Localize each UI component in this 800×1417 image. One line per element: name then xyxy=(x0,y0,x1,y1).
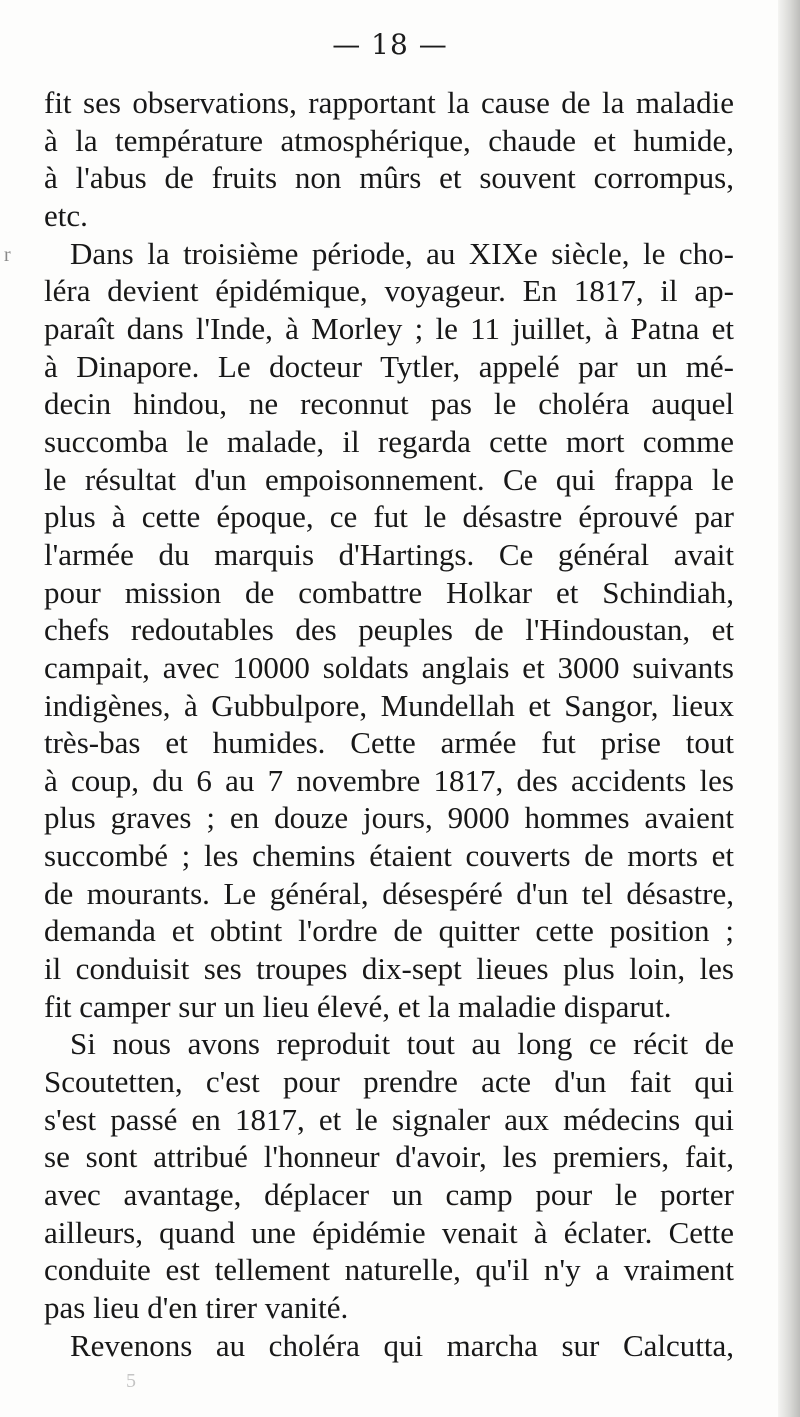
text-line: à l'abus de fruits non mûrs et souvent corrompus, xyxy=(44,160,734,196)
text-line: succombé ; les chemins étaient couverts de morts et xyxy=(44,838,734,874)
margin-mark: r xyxy=(4,244,11,266)
text-line: paraît dans l'Inde, à Morley ; le 11 juillet, à Patna et xyxy=(44,310,734,346)
text-line: à la température atmosphérique, chaude et humide, xyxy=(44,122,734,158)
page-edge-shadow xyxy=(778,0,800,1417)
text-line: à Dinapore. Le docteur Tytler, appelé par un mé- xyxy=(44,348,734,384)
text-line: plus à cette époque, ce fut le désastre éprouvé par xyxy=(44,499,734,535)
text-line: très-bas et humides. Cette armée fut prise tout xyxy=(44,725,734,761)
text-line: s'est passé en 1817, et le signaler aux médecins qui xyxy=(44,1101,734,1137)
bleed-through-mark: 5 xyxy=(126,1370,136,1392)
text-line: à coup, du 6 au 7 novembre 1817, des accidents les xyxy=(44,762,734,798)
text-line: ailleurs, quand une épidémie venait à éclater. Cette xyxy=(44,1214,734,1250)
text-line: pas lieu d'en tirer vanité. xyxy=(44,1290,349,1325)
text-line: campait, avec 10000 soldats anglais et 3000 suivants xyxy=(44,649,734,685)
text-line: le résultat d'un empoisonnement. Ce qui frappa le xyxy=(44,461,734,497)
text-line: léra devient épidémique, voyageur. En 1817, il ap- xyxy=(44,273,734,309)
text-line: plus graves ; en douze jours, 9000 hommes avaient xyxy=(44,800,734,836)
text-line: de mourants. Le général, désespéré d'un tel désastre, xyxy=(44,875,734,911)
paragraph-start-line: Revenons au choléra qui marcha sur Calcutta, xyxy=(70,1327,734,1363)
text-line: etc. xyxy=(44,197,88,233)
text-line: chefs redoutables des peuples de l'Hindoustan, et xyxy=(44,612,734,648)
text-line: Scoutetten, c'est pour prendre acte d'un fait qui xyxy=(44,1064,734,1100)
text-line: succomba le malade, il regarda cette mort comme xyxy=(44,423,734,459)
text-line: il conduisit ses troupes dix-sept lieues plus loin, les xyxy=(44,951,734,987)
text-line: pour mission de combattre Holkar et Schindiah, xyxy=(44,574,734,610)
paragraph-start-line: Dans la troisième période, au XIXe siècle, le cho- xyxy=(70,235,734,271)
page-number: — 18 — xyxy=(332,28,448,61)
paragraph-start-line: Si nous avons reproduit tout au long ce récit de xyxy=(70,1026,734,1062)
body-text xyxy=(44,84,734,1364)
text-line: fit camper sur un lieu élevé, et la maladie disparut. xyxy=(44,988,672,1024)
text-line: indigènes, à Gubbulpore, Mundellah et Sangor, lieux xyxy=(44,687,734,723)
text-line: avec avantage, déplacer un camp pour le porter xyxy=(44,1177,734,1213)
text-line: conduite est tellement naturelle, qu'il n'y a vraiment xyxy=(44,1252,734,1288)
text-line: fit ses observations, rapportant la cause de la maladie xyxy=(44,85,734,120)
text-line: decin hindou, ne reconnut pas le choléra auquel xyxy=(44,386,734,422)
text-line: demanda et obtint l'ordre de quitter cette position ; xyxy=(44,913,734,949)
text-line: l'armée du marquis d'Hartings. Ce général avait xyxy=(44,536,734,572)
text-line: se sont attribué l'honneur d'avoir, les premiers, fait, xyxy=(44,1139,734,1175)
